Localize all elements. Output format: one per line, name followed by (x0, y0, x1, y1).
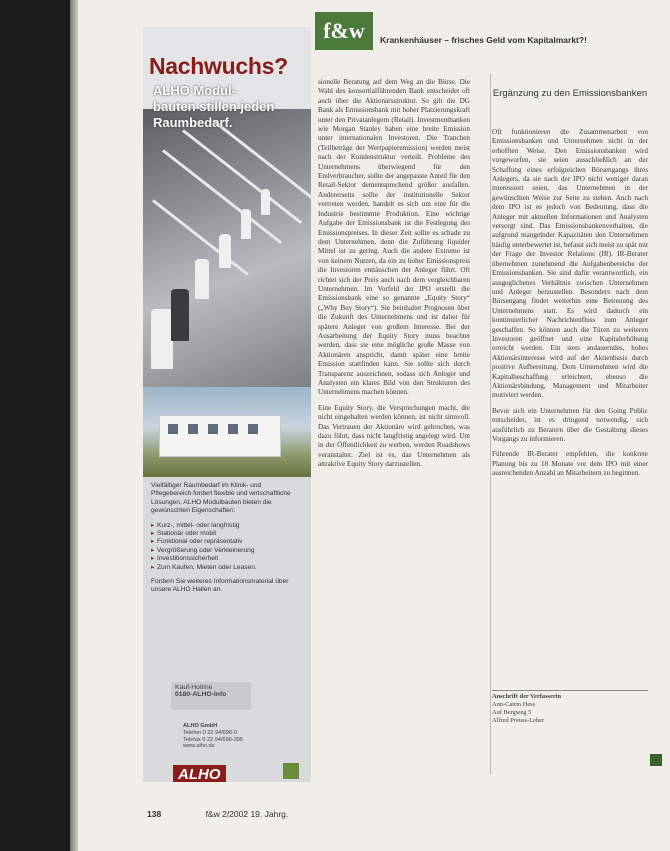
ad-feature: ▸ Vergrößerung oder Verkleinerung (151, 547, 303, 555)
ad-body-text: Vielfältiger Raumbedarf im Klinik- und Pflegebereich fordert flexible und wirtschaftliche Lösungen. ALHO Modulbauten bieten die gewünschten Eigenschaften: (151, 482, 291, 515)
sidebar-title: Ergänzung zu den Emissionsbanken (492, 88, 648, 99)
modular-building (159, 415, 281, 457)
company-web: www.alho.de (183, 743, 215, 750)
page-footer (147, 809, 288, 819)
ad-cta: Fordern Sie weiteres Informationsmaterial über unsere ALHO Hallen an. (151, 578, 289, 594)
author-line: Ann-Catrin Hess (492, 701, 536, 708)
ad-body (151, 482, 303, 595)
company-phone: Telefon 0 22 94/696-0 (183, 729, 238, 736)
ad-photo-nursery (143, 109, 311, 387)
article-column (318, 78, 470, 768)
article-paragraph: sionelle Beratung auf dem Weg an die Börse. Die Wahl des konsortialführenden Bank entscheidet oft auch über die Aktionärsstruktur. So gilt die DG Bank als Emissionsbank mit hoher Platzierungskraft unter den Privatanlegern (Retail). Investmentbanken wie Morgan Stanley haben eine breite Emission unter internationalen Investoren. Die Tranchen (Teilbeträge der Wertpapieremission) werden meist nach der Kundenstruktur verteilt. Probleme des Unternehmens überwiegend für den Endverbraucher, sollte der angepasste Anteil für den Retail-Sektor dementsprechend größer ausfallen. Andererseits sollte der institutionelle Sektor vertreten werden, handelt es sich um eine für die Industrie bestimmte Produktion. Eine wichtige Aufgabe der Emissionsbank ist die Festlegung des Emissionspreises. In dieser Zeit sollte es schade zu dem Unternehmen, denn die Zuführung liquider Mittel ist zu gering. Auch die andere Extreme ist von keinem Nutzen, da ein zu hoher Emissionspreis die Investoren enttäuschen der Anleger führt. Oft richtet sich der Preis auch nach dem vergleichbaren Unternehmen. Im Vorfeld der IPO erstellt die Emissionsbank eine so genannte „Equity Story“ („Why Buy Story“). Sie beinhaltet Prognosen über die Zukunft des Unternehmens und ist daher für spätere Anleger von großem Interesse. Bei der Ausarbeitung der Equity Story muss beachtet werden, dass sie eine mögliche große Masse von Aktionären anspricht, damit später eine breite Emission stattfinden kann. Sie sollte sich durch Transparenz auszeichnen, sodass sich Anleger und Analysten ein klares Bild von den Strukturen des Unternehmens machen können. (318, 78, 470, 397)
issue-info: f&w 2/2002 19. Jahrg. (205, 809, 289, 819)
hotline-label: Kauf-Hotline (175, 684, 213, 691)
ad-company-info (183, 723, 303, 750)
section-title: Krankenhäuser – frisches Geld vom Kapitalmarkt?! (380, 35, 587, 45)
ad-photo-building (143, 387, 311, 477)
page-number: 138 (147, 809, 162, 819)
alho-advertisement (143, 27, 311, 782)
author-line: Auf Bergweg 5 (492, 709, 532, 716)
company-name: ALHO GmbH (183, 723, 218, 729)
alho-logo-mark (283, 763, 299, 779)
alho-logo: ALHO (173, 765, 226, 782)
sidebar-paragraph: Bevor sich ein Unternehmen für den Going Public entscheidet, ist es dringend notwendig, sich ausführlich zu Beratern über die Gestaltung dieses Vorgangs zu informieren. (492, 406, 648, 443)
ad-feature-list (151, 522, 303, 572)
sidebar-paragraph: Führende IR-Berater empfehlen, die konkrete Planung bis zu 18 Monate vor dem IPO mit einer ausreichenden Anzahl an Mitarbeitern zu beginnen. (492, 450, 648, 478)
ad-feature: ▸ Stationär oder mobil (151, 530, 303, 538)
fw-logo: f&w (315, 12, 373, 50)
ad-feature: ▸ Investitionssicherheit (151, 555, 303, 563)
ad-feature: ▸ Funktional oder repräsentativ (151, 538, 303, 546)
company-fax: Telefax 0 22 94/696-295 (183, 736, 244, 743)
ad-feature: ▸ Zum Kaufen, Mieten oder Leasen. (151, 564, 303, 572)
ad-subheadline: ALHO Modul- bauten stillen jeden Raumbedarf. (153, 83, 275, 130)
article-paragraph: Eine Equity Story, die Versprechungen macht, die nicht eingehalten werden können, ist nicht sinnvoll. Das Vertrauen der Aktionäre wird gebrochen, was dazu führt, dass nicht langfristig angelegt wird. Um in der Öffentlichkeit zu werben, werden Roadshows veranstaltet. Ziel ist es, das Unternehmen als attraktive Equity Story darzustellen. (318, 403, 470, 469)
end-mark (650, 754, 662, 766)
hotline-number: 0180-ALHO-Info (175, 691, 227, 698)
author-line: Alfred Preuss-Leher (492, 717, 544, 724)
ad-feature: ▸ Kurz-, mittel- oder langfristig (151, 522, 303, 530)
sidebar-divider (490, 74, 491, 774)
author-box (492, 690, 648, 725)
page-gutter (70, 0, 78, 851)
ad-hotline (171, 682, 251, 710)
sidebar-paragraph: Oft funktionieren die Zusammenarbeit von Emissionsbanken und Unternehmen nicht in der erhofften Weise. Den Emissionsbanken wird vorgeworfen, sie seien ausschließlich an der Schaffung eines erfolgreichen Börsengangs ihres Anlegers, da sie nach der IPO nicht weniger daran interessiert seien, das Unternehmen in der gewünschten Weise zur Seite zu stehen. Auch nach dem IPO ist es jedoch von Bedeutung, dass die Anleger mit aktuellen Informationen und Analysten versorgt sind. Das Emissionsbankenverhalten, die aufgrund mangelnder Kapazitäten den Unternehmen häufig unterbewertet ist, befasst sich meist zu spät mit der Frage der Investor Relations (IR). IR-Berater übernehmen zunehmend die Aufgabenbereiche der Emissionsbanken. Sie sind dafür verantwortlich, ein ausgeglichenes Verhältnis zwischen Unternehmen und Anleger herzustellen. Besonders nach dem Börsengang findet weiterhin eine Betreuung des Unternehmens statt. Es wird dadurch ein kontinuierlicher Nachrichtenfluss zum Anleger geschaffen. So können auch die Türen zu weiteren Investoren geöffnet und eine Kapitalerhöhung erreicht werden. Ein stets andauerndes, hohes Aktionärsinteresse wird auf der Aktienbasis durch positive Aufbereitung. Dem Unternehmen wird die Kapitalbeschaffung erleichtert, ebenso die Aktionärsbindung, Management und Mitarbeiter motiviert werden. (492, 128, 648, 400)
ad-headline: Nachwuchs? (149, 53, 288, 79)
author-label: Anschrift der Verfasserin (492, 693, 562, 700)
sidebar-column (492, 128, 648, 658)
